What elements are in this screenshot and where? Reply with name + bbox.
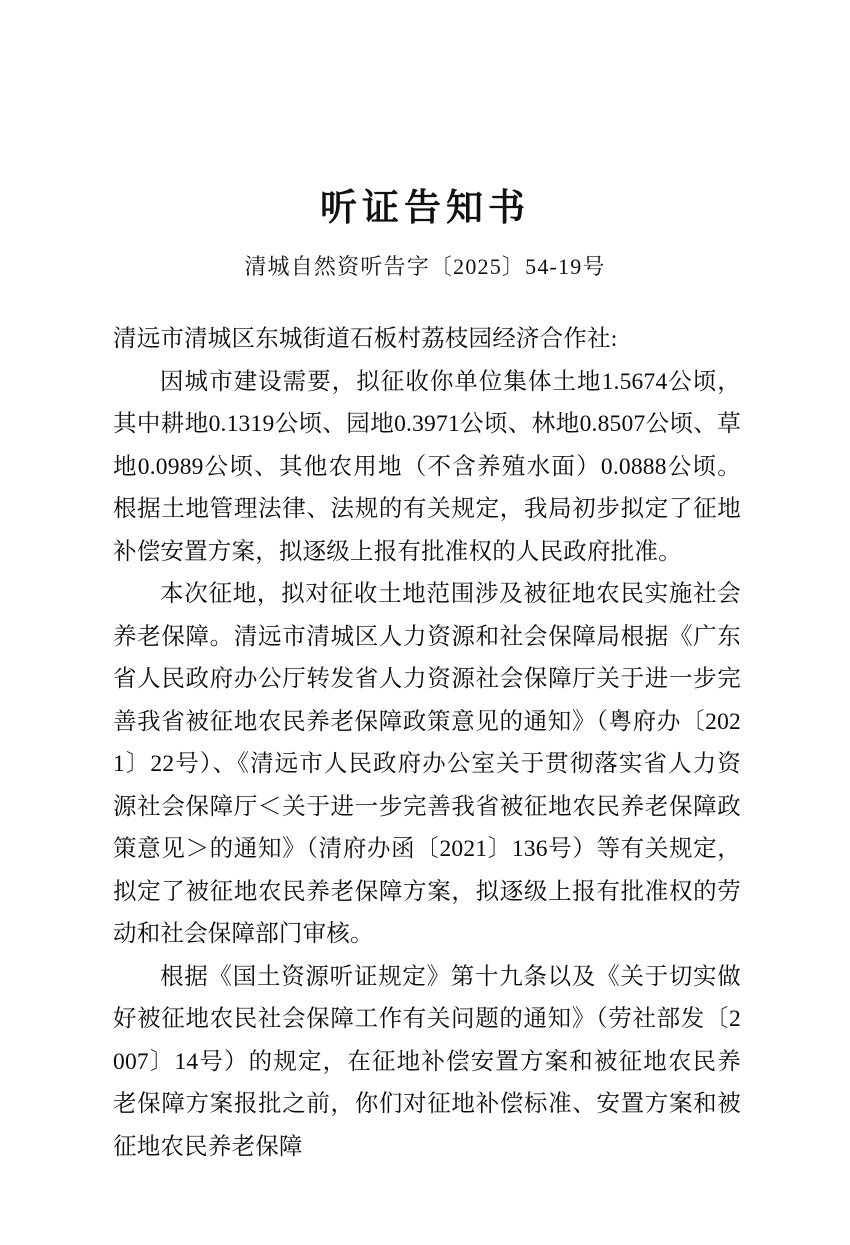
body-paragraph-3: 根据《国土资源听证规定》第十九条以及《关于切实做好被征地农民社会保障工作有关问题的通知》（劳社部发〔2007〕14号）的规定，在征地补偿安置方案和被征地农民养老保障方案报批之前，你们对征地补偿标准、安置方案和被征地农民养老保障 (113, 963, 741, 1160)
page-title: 听证告知书 (320, 186, 530, 228)
document-number: 清城自然资听告字〔2025〕54-19号 (244, 254, 606, 279)
addressee-line: 清远市清城区东城街道石板村荔枝园经济合作社: (113, 326, 618, 352)
body-paragraph-1: 因城市建设需要，拟征收你单位集体土地1.5674公顷，其中耕地0.1319公顷、园地0.3971公顷、林地0.8507公顷、草地0.0989公顷、其他农用地（不含养殖水面）0.0888公顷。根据土地管理法律、法规的有关规定，我局初步拟定了征地补偿安置方案，拟逐级上报有批准权的人民政府批准。 (113, 368, 741, 565)
body-paragraph-2: 本次征地，拟对征收土地范围涉及被征地农民实施社会养老保障。清远市清城区人力资源和社会保障局根据《广东省人民政府办公厅转发省人力资源社会保障厅关于进一步完善我省被征地农民养老保障政策意见的通知》（粤府办〔2021〕22号）、《清远市人民政府办公室关于贯彻落实省人力资源社会保障厅＜关于进一步完善我省被征地农民养老保障政策意见＞的通知》（清府办函〔2021〕136号）等有关规定，拟定了被征地农民养老保障方案，拟逐级上报有批准权的劳动和社会保障部门审核。 (113, 581, 741, 947)
document-body (113, 318, 741, 1168)
